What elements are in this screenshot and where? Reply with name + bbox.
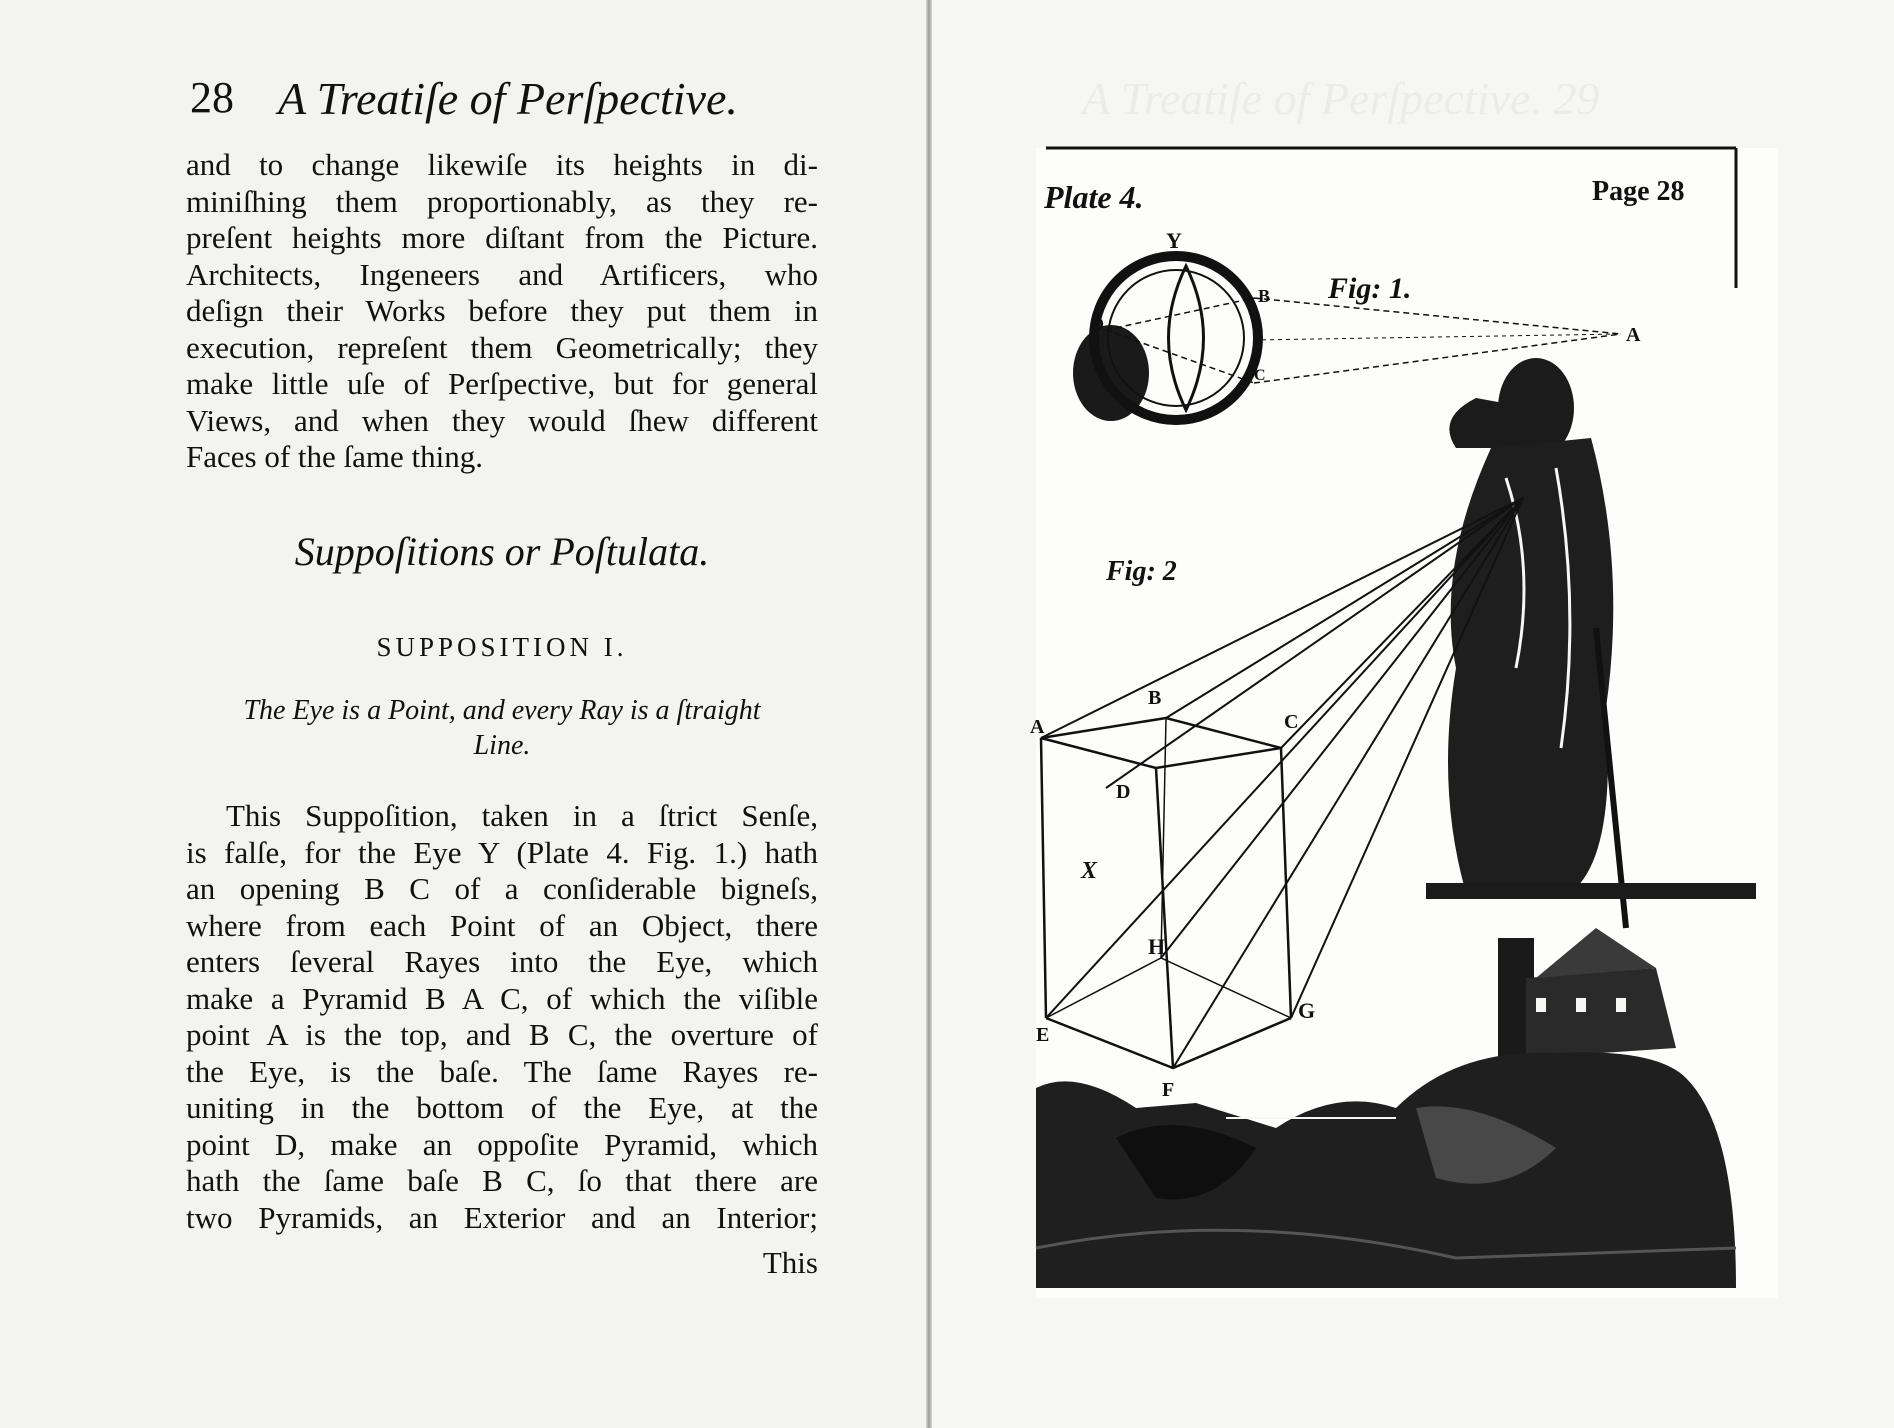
section-heading: Suppoſitions or Poſtulata.: [294, 529, 710, 574]
text-line: point A is the top, and B C, the overture of: [186, 1017, 818, 1052]
text-line: make little uſe of Perſpective, but for general: [186, 366, 818, 401]
eye-label-d: D: [1091, 314, 1104, 334]
visual-ray: [1041, 498, 1523, 738]
text-line: execution, repreſent them Geometrically; they: [186, 329, 818, 365]
supposition-statement: [186, 693, 818, 763]
text-line: miniſhing them proportionably, as they re-: [186, 183, 818, 219]
right-page: [932, 0, 1894, 1428]
box-label-c: C: [1284, 711, 1299, 733]
landscape-scene: [1036, 928, 1736, 1288]
box-bottom-edges: [1046, 1018, 1291, 1068]
castle-window: [1576, 998, 1586, 1012]
eye-ray: [1106, 298, 1254, 330]
text-line: Faces of the ſame thing.: [186, 439, 483, 474]
paragraph-2: [186, 798, 818, 1236]
text-line: deſign their Works before they put them in: [186, 293, 818, 328]
text-line: This Suppoſition, taken in a ſtrict Senſe,: [226, 798, 818, 833]
eye-ray: [1254, 334, 1621, 340]
fig2-label: Fig: 2: [1106, 556, 1177, 587]
box-edge: [1281, 748, 1291, 1018]
man-robe: [1448, 438, 1613, 893]
text-line: enters ſeveral Rayes into the Eye, which: [186, 944, 818, 979]
text-line: and to change likewiſe its heights in di-: [186, 147, 818, 182]
eye-ray: [1254, 298, 1621, 334]
box-edge: [1041, 738, 1046, 1018]
box-label-d: D: [1116, 781, 1131, 803]
text-line: is falſe, for the Eye Y (Plate 4. Fig. 1.) hath: [186, 834, 818, 870]
text-line: hath the ſame baſe B C, ſo that there are: [186, 1163, 818, 1198]
eye-label-c: C: [1254, 367, 1266, 384]
eye-lens: [1169, 266, 1204, 410]
statement-line: Line.: [473, 730, 531, 761]
box-label-f: F: [1162, 1079, 1175, 1101]
box-top-face: [1041, 718, 1281, 768]
box-label-a: A: [1030, 716, 1045, 738]
text-line: make a Pyramid B A C, of which the viſible: [186, 980, 818, 1016]
plate-title: Plate 4.: [1044, 179, 1144, 215]
text-line: preſent heights more diſtant from the Picture.: [186, 220, 818, 255]
castle-building: [1526, 968, 1676, 1058]
text-line: uniting in the bottom of the Eye, at the: [186, 1090, 818, 1125]
box-label-g: G: [1298, 998, 1316, 1023]
perspective-box: [1041, 718, 1291, 1068]
eye-label-y: Y: [1166, 228, 1182, 253]
page-number: 28: [190, 73, 234, 122]
eye-ray: [1254, 334, 1621, 383]
running-title: A Treatiſe of Perſpective.: [278, 73, 738, 124]
plate-illustration: [1030, 148, 1778, 1298]
box-label-h: H: [1148, 934, 1166, 959]
page-header: [190, 72, 820, 132]
show-through-header: [1082, 72, 1599, 125]
text-line: Architects, Ingeneers and Artificers, who: [186, 256, 818, 292]
engraved-plate: [1030, 148, 1778, 1298]
castle-window: [1536, 998, 1546, 1012]
text-line: point D, make an oppoſite Pyramid, which: [186, 1126, 818, 1162]
text-line: the Eye, is the baſe. The ſame Rayes re-: [186, 1053, 818, 1089]
text-line: Views, and when they would ſhew different: [186, 402, 818, 438]
supposition-label: SUPPOSITION I.: [376, 632, 628, 662]
castle-window: [1616, 998, 1626, 1012]
standing-man-figure: [1426, 358, 1756, 928]
catchword: This: [762, 1245, 818, 1280]
page-reference: Page 28: [1592, 176, 1685, 207]
text-line: an opening B C of a conſiderable bigneſs,: [186, 871, 818, 906]
box-label-b: B: [1148, 687, 1162, 709]
text-line: two Pyramids, an Exterior and an Interior;: [186, 1199, 818, 1235]
box-label-x: X: [1081, 858, 1098, 884]
box-label-e: E: [1036, 1024, 1050, 1046]
text-line: where from each Point of an Object, there: [186, 907, 818, 943]
ground-ledge: [1426, 883, 1756, 899]
eye-label-b: B: [1258, 286, 1271, 306]
fig1-label: Fig: 1.: [1328, 272, 1412, 305]
statement-line: The Eye is a Point, and every Ray is a ſtraight: [243, 695, 761, 726]
eye-label-a: A: [1626, 324, 1641, 346]
left-page: [0, 0, 926, 1428]
paragraph-1: [186, 147, 818, 476]
